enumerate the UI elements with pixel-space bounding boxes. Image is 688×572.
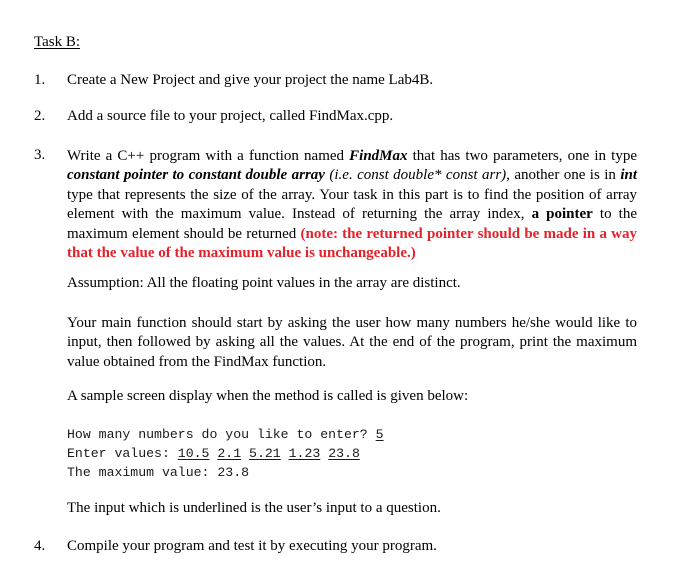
- user-input: 10.5: [177, 446, 210, 461]
- console-line-1: How many numbers do you like to enter? 5: [67, 427, 384, 442]
- console-line-2: Enter values: 10.5 2.1 5.21 1.23 23.8: [67, 446, 360, 461]
- task-heading: Task B:: [34, 34, 81, 50]
- sample-intro: A sample screen display when the method is called is given below:: [67, 388, 469, 404]
- function-name: FindMax: [349, 148, 408, 164]
- item-1-text: Create a New Project and give your project the name Lab4B.: [67, 72, 434, 88]
- underline-note: The input which is underlined is the user’s input to a question.: [67, 500, 441, 516]
- assumption-text: Assumption: All the floating point values in the array are distinct.: [67, 275, 461, 291]
- user-input: 1.23: [288, 446, 321, 461]
- item-4-text: Compile your program and test it by executing your program.: [67, 538, 437, 554]
- item-2-text: Add a source file to your project, called FindMax.cpp.: [67, 108, 394, 124]
- main-function-description: Your main function should start by asking the user how many numbers he/she would like to input, then followed by asking all the values. At the end of the program, print the maximum value obtained from the FindMax function.: [67, 315, 637, 370]
- user-input: 2.1: [217, 446, 242, 461]
- red-note: (note: the returned pointer should be made in a way that the value of the maximum value is unchangeable.): [67, 225, 637, 262]
- user-input: 23.8: [328, 446, 360, 461]
- item-4-number: 4.: [34, 538, 46, 554]
- item-3-paragraph: Write a C++ program with a function named FindMax that has two parameters, one in type constant pointer to constant double array (i.e. const double* const arr), another one is in int type that represents the size of the array. Your task in this part is to find the position of array element with the maximum value. Instead of returning the array index, a pointer to the maximum element should be returned (note: the returned pointer should be made in a way that the value of the maximum value is unchangeable.): [67, 148, 638, 262]
- item-2-number: 2.: [34, 108, 46, 124]
- param-type: constant pointer to constant double array: [67, 167, 325, 184]
- user-input: 5: [375, 427, 384, 442]
- item-3-number: 3.: [34, 147, 46, 163]
- console-line-3: The maximum value: 23.8: [67, 465, 250, 480]
- user-input: 5.21: [249, 446, 281, 461]
- item-1-number: 1.: [34, 72, 46, 88]
